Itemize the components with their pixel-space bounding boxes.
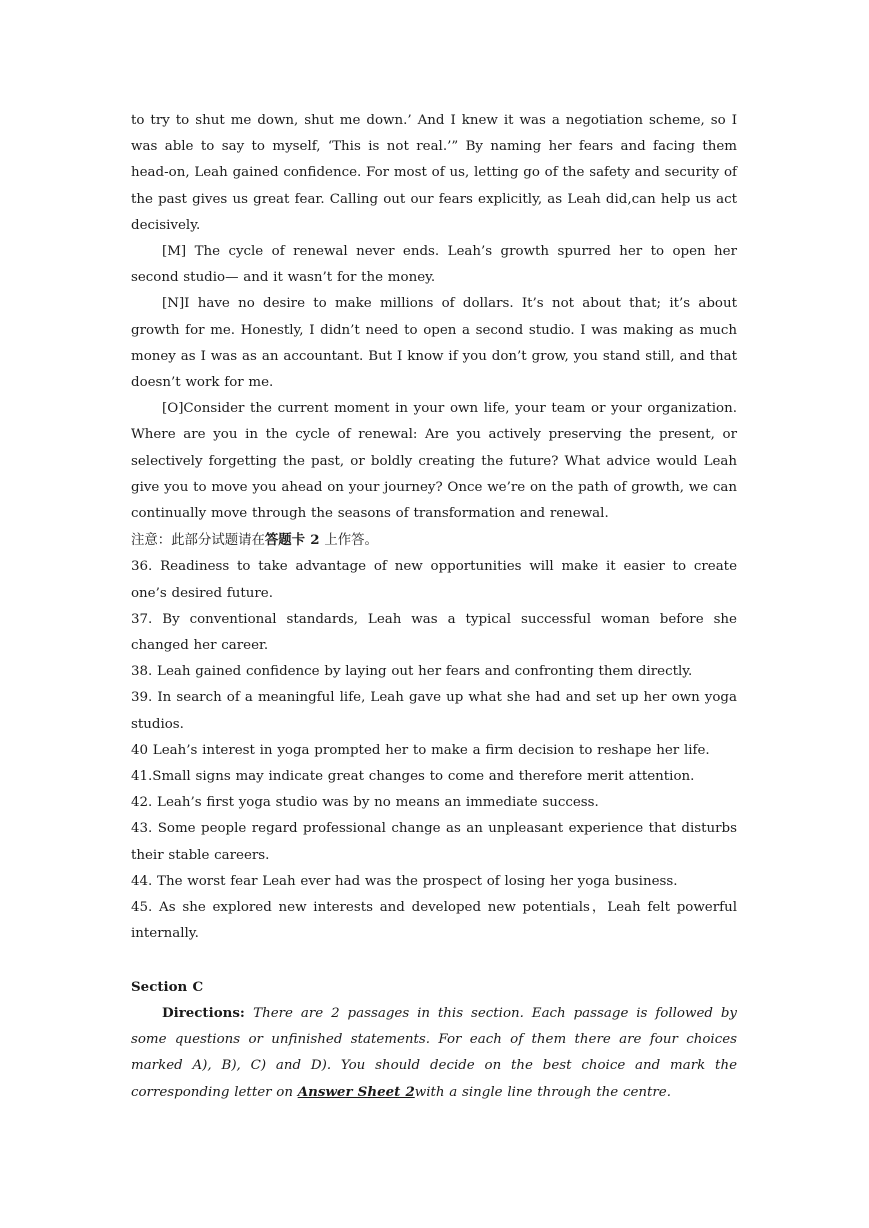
statement-38: 38. Leah gained confidence by laying out her fears and confronting them directly. — [131, 664, 693, 680]
passage-paragraph-m: [M] The cycle of renewal never ends. Leah’s growth spurred her to open her second studio— and it wasn’t for the money. — [131, 244, 737, 286]
section-c-directions — [131, 1000, 737, 1107]
statement-40: 40 Leah’s interest in yoga prompted her to make a firm decision to reshape her life. — [131, 742, 710, 758]
answer-notice — [131, 527, 737, 554]
directions-text-end: with a single line through the centre. — [414, 1085, 671, 1101]
statement-39: 39. In search of a meaningful life, Leah gave up what she had and set up her own yoga studios. — [131, 690, 737, 732]
statement-36: 36. Readiness to take advantage of new opportunities will make it easier to create one’s desired future. — [131, 559, 737, 601]
notice-text: 注意：此部分试题请在 — [131, 533, 265, 549]
answer-sheet-reference: Answer Sheet 2 — [297, 1084, 415, 1101]
statement-list — [131, 554, 737, 947]
statement-37: 37. By conventional standards, Leah was a typical successful woman before she changed her career. — [131, 611, 737, 654]
passage-paragraph-n: [N]I have no desire to make millions of dollars. It’s not about that; it’s about growth for me. Honestly, I didn’t need to open a second studio. I was making as much money as I was as an accountant. But I know if you don’t grow, you stand still, and that doesn’t work for me. — [131, 296, 737, 391]
notice-answer-card: 答题卡 2 — [264, 532, 320, 549]
document-body — [131, 108, 737, 1107]
statement-43: 43. Some people regard professional change as an unpleasant experience that disturbs their stable careers. — [131, 821, 737, 863]
notice-text-end: 上作答。 — [319, 533, 378, 549]
statement-44: 44. The worst fear Leah ever had was the prospect of losing her yoga business. — [131, 873, 678, 889]
statement-42: 42. Leah’s first yoga studio was by no means an immediate success. — [131, 795, 599, 811]
passage-continuation: to try to shut me down, shut me down.’ And I knew it was a negotiation scheme, so I was able to say to myself, ‘This is not real.’” By naming her fears and facing them head-on, Leah gained confidence. For most of us, letting go of the safety and security of the past gives us great fear. Calling out our fears explicitly, as Leah did,can help us act decisively. — [131, 113, 737, 233]
passage-paragraph-o: [O]Consider the current moment in your own life, your team or your organization. Where are you in the cycle of renewal: Are you actively preserving the present, or selectively forgetting the past, or boldly creating the future? What advice would Leah give you to move you ahead on your journey? Once we’re on the path of growth, we can continually move through the seasons of transformation and renewal. — [131, 401, 737, 522]
directions-text: There are 2 passages in this section. Each passage is followed by some questions or unfinished statements. For each of them there are four choices marked A), B), C) and D). You should decide on the best choice and mark the corresponding letter on — [131, 1005, 737, 1101]
section-c-heading: Section C — [131, 978, 204, 995]
statement-45: 45. As she explored new interests and developed new potentials，Leah felt powerful internally. — [131, 900, 737, 942]
statement-41: 41.Small signs may indicate great changes to come and therefore merit attention. — [131, 769, 695, 785]
directions-label: Directions: — [162, 1004, 254, 1021]
